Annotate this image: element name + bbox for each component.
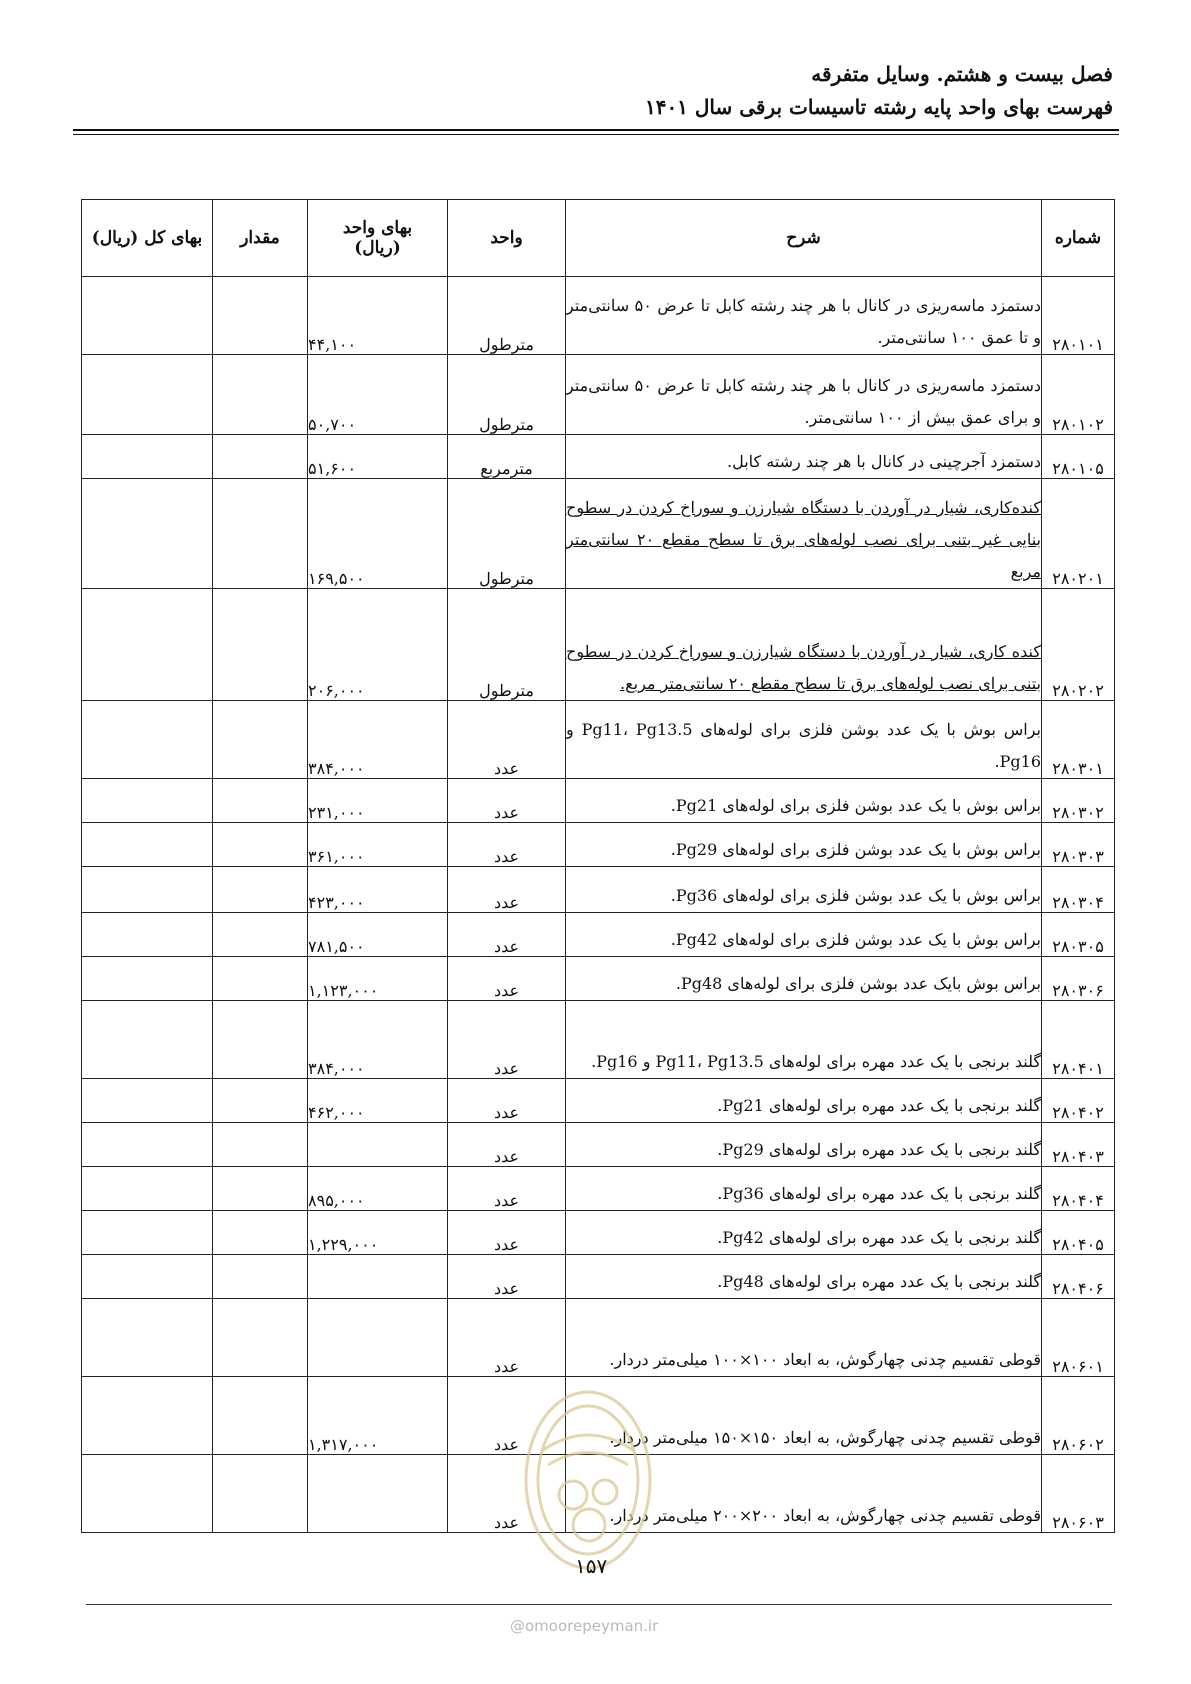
- item-code: ۲۸۰۳۰۲: [1042, 779, 1115, 823]
- item-total: [82, 1211, 213, 1255]
- item-description: [566, 589, 1042, 701]
- table-row: [82, 701, 1115, 779]
- table-row: [82, 779, 1115, 823]
- item-unit-price: ۵۱,۶۰۰: [308, 435, 448, 479]
- item-unit: عدد: [448, 913, 566, 957]
- item-description: دستمزد آجرچینی در کانال با هر چند رشته کابل.: [566, 435, 1042, 479]
- item-total: [82, 779, 213, 823]
- item-unit-price: ۲۳۱,۰۰۰: [308, 779, 448, 823]
- catalog-title: فهرست بهای واحد پایه رشته تاسیسات برقی سال ۱۴۰۱: [644, 95, 1113, 119]
- item-total: [82, 957, 213, 1001]
- table-row: [82, 1211, 1115, 1255]
- footer-rule: [86, 1604, 1112, 1605]
- item-unit-price: ۴۶۲,۰۰۰: [308, 1079, 448, 1123]
- col-header-unit-price-line1: بهای واحد: [342, 218, 413, 238]
- item-unit-price: [308, 1299, 448, 1377]
- item-quantity: [213, 1377, 308, 1455]
- item-unit-price: ۷۸۱,۵۰۰: [308, 913, 448, 957]
- website-watermark: @omoorepeyman.ir: [510, 1617, 659, 1635]
- item-unit: عدد: [448, 701, 566, 779]
- table-row: [82, 1123, 1115, 1167]
- item-code: ۲۸۰۴۰۵: [1042, 1211, 1115, 1255]
- item-unit: عدد: [448, 1001, 566, 1079]
- table-row: [82, 479, 1115, 589]
- item-quantity: [213, 589, 308, 701]
- item-unit: مترطول: [448, 479, 566, 589]
- item-unit: عدد: [448, 867, 566, 913]
- item-unit: عدد: [448, 1255, 566, 1299]
- item-description: [566, 479, 1042, 589]
- item-code: ۲۸۰۶۰۳: [1042, 1455, 1115, 1533]
- col-header-unit-price: [308, 200, 448, 277]
- item-description: گلند برنجی با یک عدد مهره برای لوله‌های Pg29.: [566, 1123, 1042, 1167]
- item-unit: عدد: [448, 1123, 566, 1167]
- item-description: براس بوش با یک عدد بوشن فلزی برای لوله‌های Pg36.: [566, 867, 1042, 913]
- item-total: [82, 867, 213, 913]
- item-unit-price: ۳۸۴,۰۰۰: [308, 701, 448, 779]
- item-description: قوطی تقسیم چدنی چهارگوش، به ابعاد ۲۰۰×۲۰۰ میلی‌متر دردار.: [566, 1455, 1042, 1533]
- item-code: ۲۸۰۳۰۴: [1042, 867, 1115, 913]
- item-code: ۲۸۰۳۰۳: [1042, 823, 1115, 867]
- item-code: ۲۸۰۱۰۱: [1042, 277, 1115, 355]
- item-quantity: [213, 701, 308, 779]
- item-quantity: [213, 1001, 308, 1079]
- item-quantity: [213, 823, 308, 867]
- col-header-code: شماره: [1042, 200, 1115, 277]
- item-unit: عدد: [448, 1167, 566, 1211]
- item-total: [82, 277, 213, 355]
- item-total: [82, 1079, 213, 1123]
- item-code: ۲۸۰۲۰۲: [1042, 589, 1115, 701]
- table-row: [82, 1001, 1115, 1079]
- item-description: قوطی تقسیم چدنی چهارگوش، به ابعاد ۱۰۰×۱۰۰ میلی‌متر دردار.: [566, 1299, 1042, 1377]
- item-code: ۲۸۰۶۰۱: [1042, 1299, 1115, 1377]
- item-description: قوطی تقسیم چدنی چهارگوش، به ابعاد ۱۵۰×۱۵۰ میلی‌متر دردار.: [566, 1377, 1042, 1455]
- item-description: گلند برنجی با یک عدد مهره برای لوله‌های Pg21.: [566, 1079, 1042, 1123]
- item-total: [82, 479, 213, 589]
- item-quantity: [213, 1255, 308, 1299]
- col-header-unit: واحد: [448, 200, 566, 277]
- item-code: ۲۸۰۴۰۲: [1042, 1079, 1115, 1123]
- item-code: ۲۸۰۴۰۳: [1042, 1123, 1115, 1167]
- item-unit-price: ۴۴,۱۰۰: [308, 277, 448, 355]
- item-quantity: [213, 355, 308, 435]
- col-header-qty: مقدار: [213, 200, 308, 277]
- col-header-desc: شرح: [566, 200, 1042, 277]
- item-total: [82, 1001, 213, 1079]
- col-header-total: بهای کل (ریال): [82, 200, 213, 277]
- item-code: ۲۸۰۲۰۱: [1042, 479, 1115, 589]
- item-unit-price: [308, 1455, 448, 1533]
- item-unit-price: ۱,۱۲۳,۰۰۰: [308, 957, 448, 1001]
- item-quantity: [213, 957, 308, 1001]
- item-unit: مترطول: [448, 355, 566, 435]
- item-quantity: [213, 1455, 308, 1533]
- item-description: گلند برنجی با یک عدد مهره برای لوله‌های Pg36.: [566, 1167, 1042, 1211]
- item-code: ۲۸۰۱۰۵: [1042, 435, 1115, 479]
- item-description-text: کنده‌کاری، شیار در آوردن با دستگاه شیارزن و سوراخ کردن در سطوح بنایی غیر بتنی برای نصب لوله‌های برق تا سطح مقطع ۲۰ سانتی‌متر مربع: [566, 498, 1042, 581]
- item-unit: مترطول: [448, 589, 566, 701]
- item-quantity: [213, 1079, 308, 1123]
- item-code: ۲۸۰۱۰۲: [1042, 355, 1115, 435]
- item-unit-price: [308, 1123, 448, 1167]
- item-quantity: [213, 1123, 308, 1167]
- item-quantity: [213, 867, 308, 913]
- item-description: گلند برنجی با یک عدد مهره برای لوله‌های Pg11، Pg13.5 و Pg16.: [566, 1001, 1042, 1079]
- item-total: [82, 823, 213, 867]
- item-description: براس بوش بایک عدد بوشن فلزی برای لوله‌های Pg48.: [566, 957, 1042, 1001]
- item-description: گلند برنجی با یک عدد مهره برای لوله‌های Pg42.: [566, 1211, 1042, 1255]
- item-quantity: [213, 479, 308, 589]
- item-code: ۲۸۰۳۰۵: [1042, 913, 1115, 957]
- item-quantity: [213, 913, 308, 957]
- chapter-title: فصل بیست و هشتم. وسایل متفرقه: [811, 62, 1113, 86]
- item-total: [82, 1123, 213, 1167]
- table-row: [82, 1255, 1115, 1299]
- item-description-text: کنده کاری، شیار در آوردن با دستگاه شیارزن و سوراخ کردن در سطوح بتنی برای نصب لوله‌های برق تا سطح مقطع ۲۰ سانتی‌متر مربع.: [566, 642, 1041, 693]
- table-row: [82, 823, 1115, 867]
- item-quantity: [213, 1299, 308, 1377]
- item-quantity: [213, 277, 308, 355]
- item-total: [82, 589, 213, 701]
- item-unit-price: ۱,۲۲۹,۰۰۰: [308, 1211, 448, 1255]
- header-rule: [73, 129, 1119, 131]
- col-header-unit-price-line2: (ریال): [354, 238, 401, 258]
- table-row: [82, 589, 1115, 701]
- header-rule-thin: [73, 134, 1119, 135]
- item-quantity: [213, 779, 308, 823]
- table-row: [82, 1079, 1115, 1123]
- item-unit-price: ۴۲۳,۰۰۰: [308, 867, 448, 913]
- item-unit-price: ۱۶۹,۵۰۰: [308, 479, 448, 589]
- item-total: [82, 1455, 213, 1533]
- item-code: ۲۸۰۳۰۶: [1042, 957, 1115, 1001]
- item-total: [82, 913, 213, 957]
- item-total: [82, 1167, 213, 1211]
- item-description: دستمزد ماسه‌ریزی در کانال با هر چند رشته کابل تا عرض ۵۰ سانتی‌متر و تا عمق ۱۰۰ سانتی‌متر.: [566, 277, 1042, 355]
- item-code: ۲۸۰۴۰۴: [1042, 1167, 1115, 1211]
- item-unit: مترمربع: [448, 435, 566, 479]
- item-unit-price: ۲۰۶,۰۰۰: [308, 589, 448, 701]
- page-header: [63, 58, 1113, 124]
- table-row: [82, 435, 1115, 479]
- item-unit: عدد: [448, 1079, 566, 1123]
- item-quantity: [213, 1211, 308, 1255]
- item-unit-price: [308, 1255, 448, 1299]
- item-unit: عدد: [448, 957, 566, 1001]
- item-code: ۲۸۰۳۰۱: [1042, 701, 1115, 779]
- item-description: براس بوش با یک عدد بوشن فلزی برای لوله‌های Pg29.: [566, 823, 1042, 867]
- table-row: [82, 1167, 1115, 1211]
- item-unit: عدد: [448, 1455, 566, 1533]
- item-unit: عدد: [448, 1211, 566, 1255]
- item-quantity: [213, 435, 308, 479]
- table-row: [82, 957, 1115, 1001]
- table-row: [82, 913, 1115, 957]
- item-unit: عدد: [448, 1377, 566, 1455]
- item-unit: عدد: [448, 779, 566, 823]
- table-row: [82, 867, 1115, 913]
- item-unit: مترطول: [448, 277, 566, 355]
- item-total: [82, 701, 213, 779]
- table-row: [82, 355, 1115, 435]
- item-total: [82, 1377, 213, 1455]
- item-total: [82, 435, 213, 479]
- item-description: براس بوش با یک عدد بوشن فلزی برای لوله‌های Pg11، Pg13.5 و Pg16.: [566, 701, 1042, 779]
- item-code: ۲۸۰۴۰۶: [1042, 1255, 1115, 1299]
- item-description: گلند برنجی با یک عدد مهره برای لوله‌های Pg48.: [566, 1255, 1042, 1299]
- item-unit-price: ۸۹۵,۰۰۰: [308, 1167, 448, 1211]
- item-unit-price: ۳۶۱,۰۰۰: [308, 823, 448, 867]
- item-unit-price: ۵۰,۷۰۰: [308, 355, 448, 435]
- page-number: ۱۵۷: [575, 1554, 608, 1578]
- item-unit-price: ۱,۳۱۷,۰۰۰: [308, 1377, 448, 1455]
- item-code: ۲۸۰۴۰۱: [1042, 1001, 1115, 1079]
- item-total: [82, 1299, 213, 1377]
- item-unit: عدد: [448, 823, 566, 867]
- item-description: براس بوش با یک عدد بوشن فلزی برای لوله‌های Pg21.: [566, 779, 1042, 823]
- item-description: دستمزد ماسه‌ریزی در کانال با هر چند رشته کابل تا عرض ۵۰ سانتی‌متر و برای عمق بیش از ۱۰۰ سانتی‌متر.: [566, 355, 1042, 435]
- item-total: [82, 355, 213, 435]
- price-table: [81, 199, 1115, 1533]
- item-unit-price: ۳۸۴,۰۰۰: [308, 1001, 448, 1079]
- item-description: براس بوش با یک عدد بوشن فلزی برای لوله‌های Pg42.: [566, 913, 1042, 957]
- item-unit: عدد: [448, 1299, 566, 1377]
- item-total: [82, 1255, 213, 1299]
- item-code: ۲۸۰۶۰۲: [1042, 1377, 1115, 1455]
- item-quantity: [213, 1167, 308, 1211]
- table-row: [82, 1299, 1115, 1377]
- table-row: [82, 277, 1115, 355]
